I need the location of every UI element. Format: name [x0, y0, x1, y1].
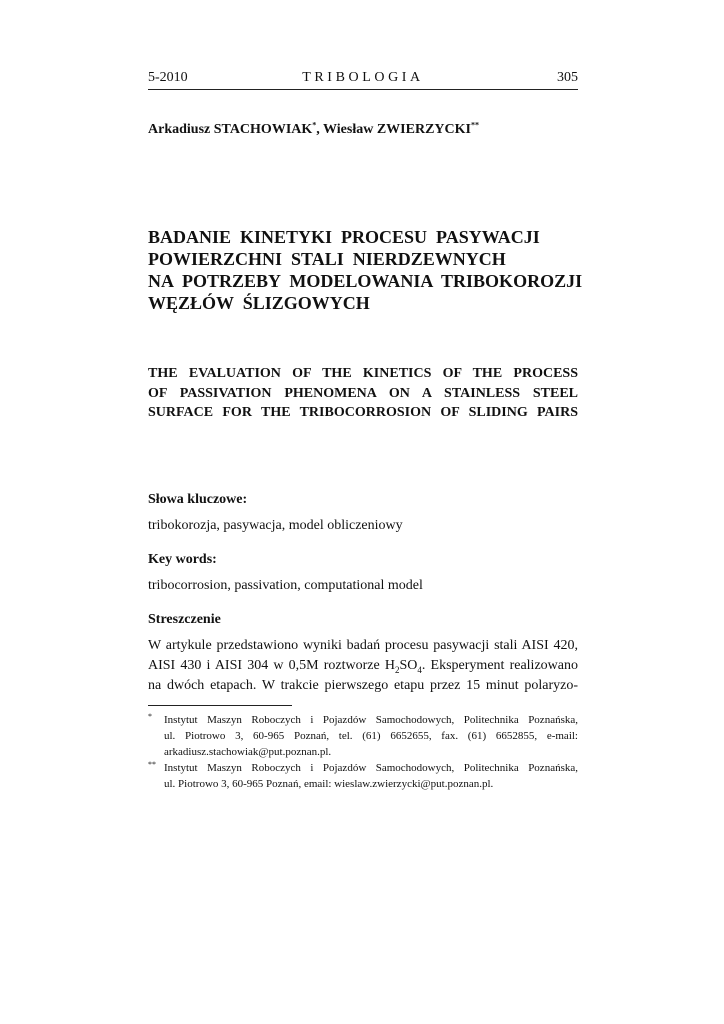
footnote-mark: *	[148, 712, 152, 721]
footnote	[148, 760, 578, 792]
author-name: Arkadiusz STACHOWIAK	[148, 122, 313, 137]
title-line: POWIERZCHNI STALI NIERDZEWNYCH	[148, 249, 506, 269]
footnote-separator	[148, 705, 292, 706]
author-line	[148, 122, 479, 138]
header-rule	[148, 89, 578, 90]
footnote-line: ul. Piotrowo 3, 60-965 Poznań, tel. (61) 6652655, fax. (61) 6652855, e-mail:	[164, 730, 578, 742]
title-line: WĘZŁÓW ŚLIZGOWYCH	[148, 293, 370, 313]
title-line: BADANIE KINETYKI PROCESU PASYWACJI	[148, 227, 540, 247]
title-polish	[148, 226, 583, 314]
author-affiliation-mark: **	[470, 120, 479, 130]
abstract-line: W artykule przedstawiono wyniki badań procesu pasywacji stali AISI 420,	[148, 638, 578, 653]
footnote	[148, 712, 578, 760]
footnote-line: Instytut Maszyn Roboczych i Pojazdów Samochodowych, Politechnika Poznańska,	[164, 714, 578, 726]
footnote-mark: **	[148, 760, 156, 769]
keywords-polish-heading: Słowa kluczowe:	[148, 492, 248, 507]
abstract-line: na dwóch etapach. W trakcie pierwszego etapu przez 15 minut polaryzo-	[148, 678, 578, 693]
author-name: Wiesław ZWIERZYCKI	[323, 122, 471, 137]
subscript: 2	[394, 664, 400, 675]
issue-number: 5-2010	[148, 70, 188, 85]
abstract-body	[148, 636, 578, 696]
page-number: 305	[557, 70, 578, 85]
title-line: SURFACE FOR THE TRIBOCORROSION OF SLIDING PAIRS	[148, 405, 578, 420]
running-header	[148, 66, 578, 88]
keywords-english: tribocorrosion, passivation, computational model	[148, 578, 423, 593]
keywords-polish: tribokorozja, pasywacja, model obliczeniowy	[148, 518, 403, 533]
title-line: OF PASSIVATION PHENOMENA ON A STAINLESS STEEL	[148, 385, 578, 401]
footnotes	[148, 712, 578, 792]
title-line: THE EVALUATION OF THE KINETICS OF THE PROCESS	[148, 366, 578, 381]
author-affiliation-mark: *	[312, 120, 317, 130]
abstract-text: SO	[399, 658, 418, 673]
abstract-heading: Streszczenie	[148, 612, 221, 627]
footnote-line: arkadiusz.stachowiak@put.poznan.pl.	[164, 746, 332, 758]
journal-name: TRIBOLOGIA	[302, 70, 424, 85]
subscript: 4	[417, 664, 422, 675]
abstract-text: . Eksperyment realizowano	[421, 658, 578, 673]
abstract-text: AISI 430 i AISI 304 w 0,5M roztworze H	[148, 658, 395, 673]
author-separator: ,	[316, 122, 324, 137]
title-english	[148, 364, 578, 423]
footnote-line: ul. Piotrowo 3, 60-965 Poznań, email: wieslaw.zwierzycki@put.poznan.pl.	[164, 778, 494, 790]
keywords-english-heading: Key words:	[148, 552, 217, 567]
title-line: NA POTRZEBY MODELOWANIA TRIBOKOROZJI	[148, 271, 583, 291]
footnote-line: Instytut Maszyn Roboczych i Pojazdów Samochodowych, Politechnika Poznańska,	[164, 762, 578, 774]
abstract-line	[148, 656, 578, 676]
